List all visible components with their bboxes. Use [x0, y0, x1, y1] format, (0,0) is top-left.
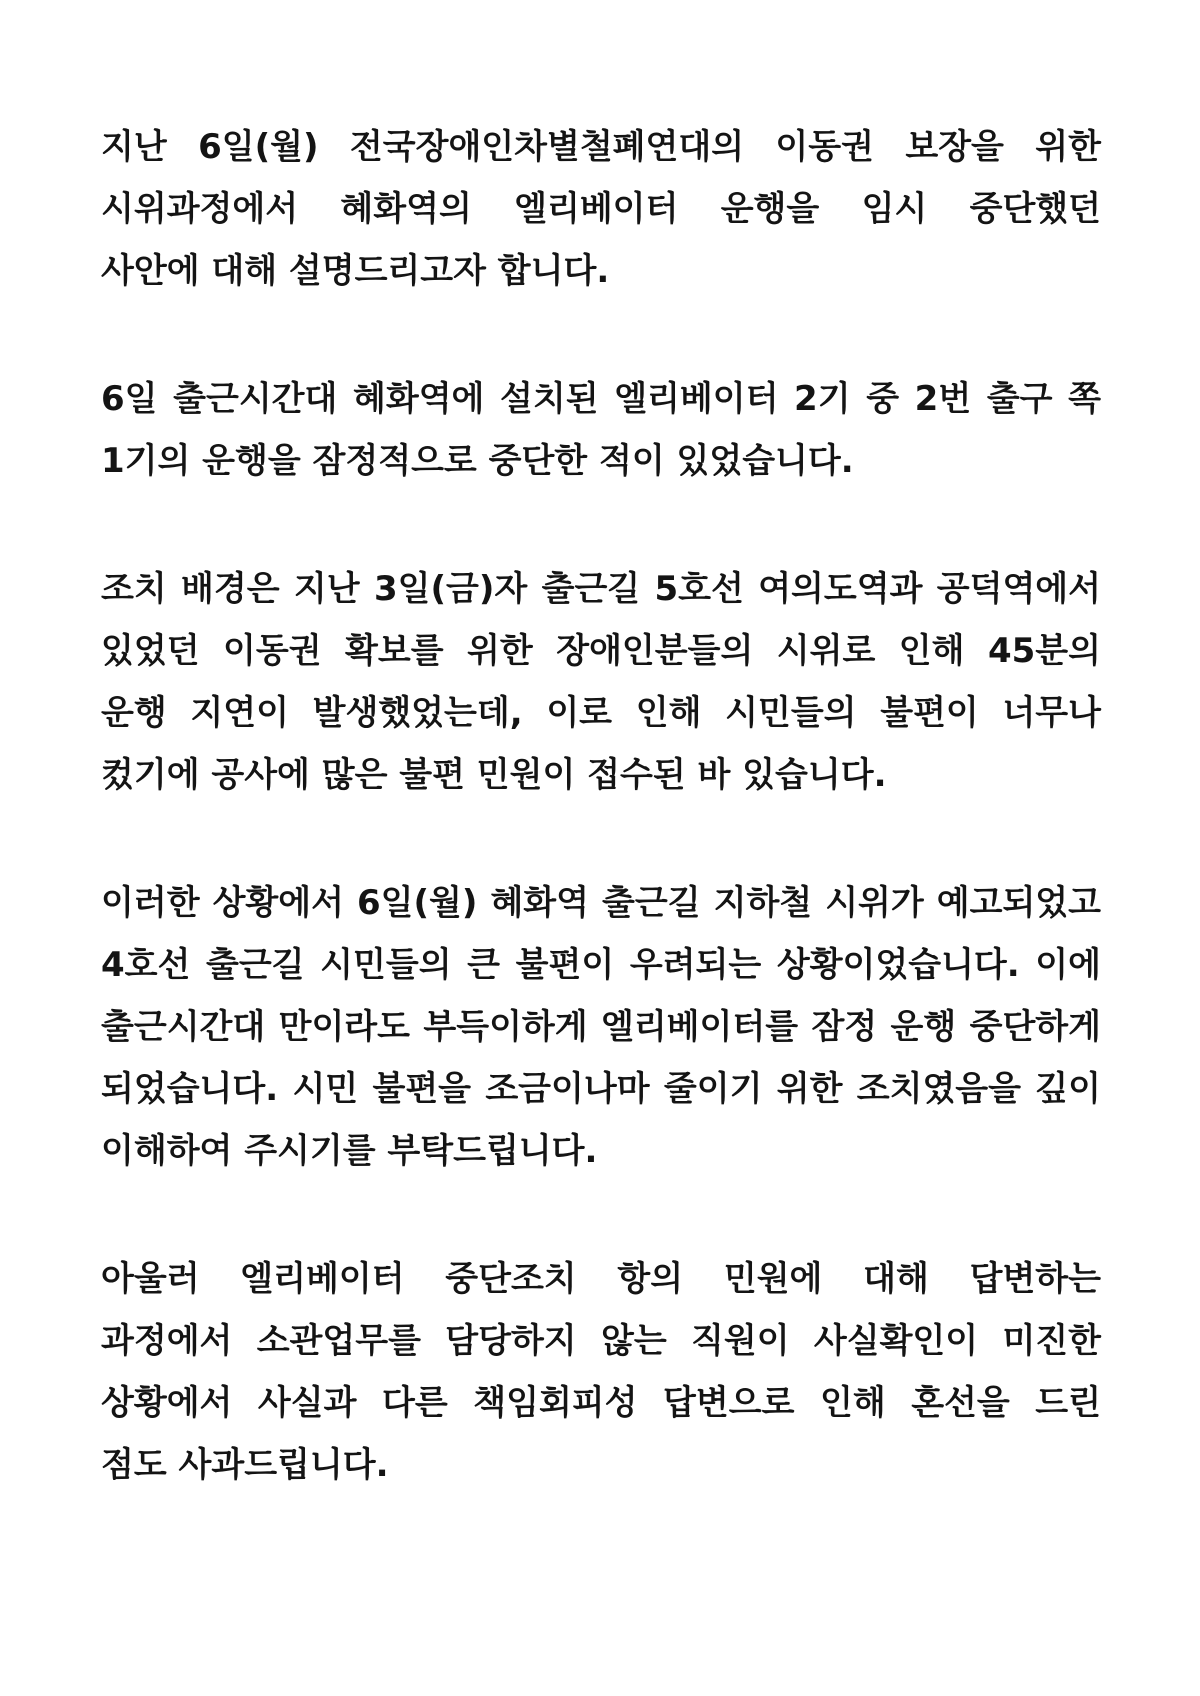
text-line: 1기의 운행을 잠정적으로 중단한 적이 있었습니다.	[101, 441, 854, 481]
text-line: 6일 출근시간대 혜화역에 설치된 엘리베이터 2기 중 2번 출구 쪽	[101, 379, 1101, 419]
text-line: 4호선 출근길 시민들의 큰 불편이 우려되는 상황이었습니다. 이에	[101, 945, 1101, 985]
text-line: 상황에서 사실과 다른 책임회피성 답변으로 인해 혼선을 드린	[101, 1383, 1101, 1423]
text-line: 아울러 엘리베이터 중단조치 항의 민원에 대해 답변하는	[101, 1259, 1101, 1299]
paragraph-5	[101, 1248, 1101, 1496]
text-line: 있었던 이동권 확보를 위한 장애인분들의 시위로 인해 45분의	[101, 631, 1101, 671]
text-line: 운행 지연이 발생했었는데, 이로 인해 시민들의 불편이 너무나	[101, 693, 1101, 733]
text-line: 이러한 상황에서 6일(월) 혜화역 출근길 지하철 시위가 예고되었고	[101, 883, 1101, 923]
text-line: 과정에서 소관업무를 담당하지 않는 직원이 사실확인이 미진한	[101, 1321, 1101, 1361]
text-line: 사안에 대해 설명드리고자 합니다.	[101, 251, 610, 291]
paragraph-spacer	[101, 1182, 1101, 1248]
text-line: 시위과정에서 혜화역의 엘리베이터 운행을 임시 중단했던	[101, 189, 1101, 229]
paragraph-3	[101, 558, 1101, 806]
paragraph-4	[101, 872, 1101, 1182]
paragraph-1	[101, 116, 1101, 302]
paragraph-spacer	[101, 302, 1101, 368]
text-line: 출근시간대 만이라도 부득이하게 엘리베이터를 잠정 운행 중단하게	[101, 1007, 1101, 1047]
paragraph-spacer	[101, 492, 1101, 558]
text-line: 점도 사과드립니다.	[101, 1445, 389, 1485]
paragraph-2	[101, 368, 1101, 492]
text-line: 컸기에 공사에 많은 불편 민원이 접수된 바 있습니다.	[101, 755, 887, 795]
document-body	[101, 116, 1101, 1496]
text-line: 조치 배경은 지난 3일(금)자 출근길 5호선 여의도역과 공덕역에서	[101, 569, 1101, 609]
text-line: 이해하여 주시기를 부탁드립니다.	[101, 1131, 598, 1171]
paragraph-spacer	[101, 806, 1101, 872]
text-line: 되었습니다. 시민 불편을 조금이나마 줄이기 위한 조치였음을 깊이	[101, 1069, 1101, 1109]
text-line: 지난 6일(월) 전국장애인차별철폐연대의 이동권 보장을 위한	[101, 127, 1101, 167]
